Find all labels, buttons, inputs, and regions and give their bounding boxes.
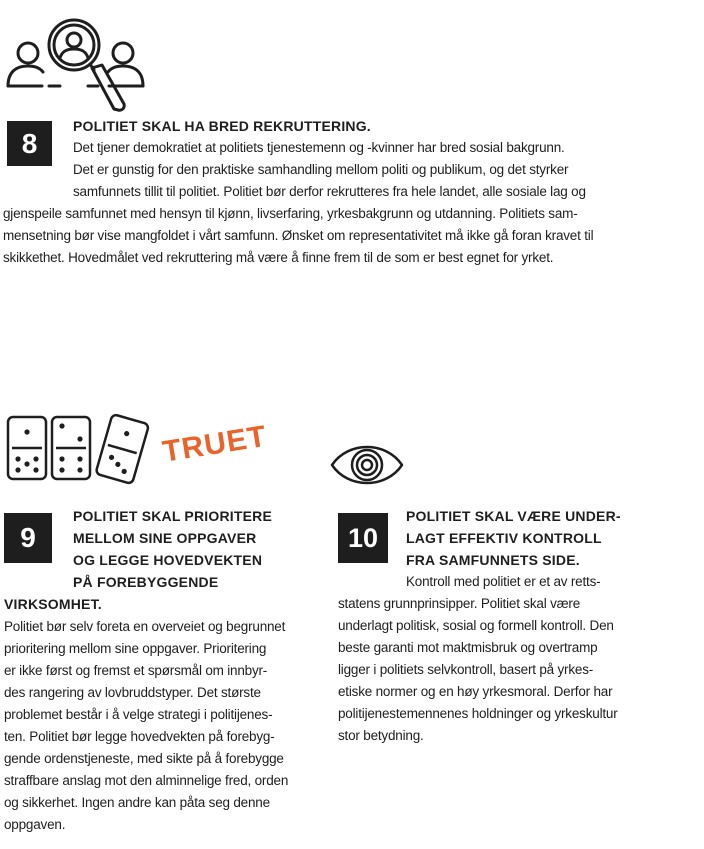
body-text-line: skikkethet. Hovedmålet ved rekruttering må være å finne frem til de som er best egnet for yrket. <box>3 250 554 265</box>
section-heading-line: PÅ FOREBYGGENDE <box>73 574 219 590</box>
section-number-badge: 9 <box>4 513 52 563</box>
people-magnifier-icon <box>2 8 150 116</box>
section-heading-line: MELLOM SINE OPPGAVER <box>73 530 257 546</box>
body-text-line: Politiet bør selv foreta en overveiet og begrunnet <box>4 619 286 634</box>
body-text-line: statens grunnprinsipper. Politiet skal være <box>338 596 581 611</box>
threatened-stamp: TRUET <box>160 419 270 469</box>
body-text-line: prioritering mellom sine oppgaver. Prioritering <box>4 641 267 656</box>
body-text-line: etiske normer og en høy yrkesmoral. Derfor har <box>338 684 613 699</box>
section-heading-line: POLITIET SKAL VÆRE UNDER- <box>406 508 621 524</box>
body-text-line: beste garanti mot maktmisbruk og overtramp <box>338 640 598 655</box>
body-text-line: Det er gunstig for den praktiske samhandling mellom politi og publikum, og det styrker <box>73 162 569 177</box>
body-text-line: ligger i politiets selvkontroll, basert på yrkes- <box>338 662 594 677</box>
body-text-line: underlagt politisk, sosial og formell kontroll. Den <box>338 618 614 633</box>
body-text-line: og sikkerhet. Ingen andre kan påta seg denne <box>4 795 270 810</box>
body-text-line: Kontroll med politiet er et av retts- <box>406 574 601 589</box>
body-text-line: gjenspeile samfunnet med hensyn til kjønn, livserfaring, yrkesbakgrunn og utdanning. Politiets sam- <box>3 206 578 221</box>
eye-icon <box>328 437 406 493</box>
section-heading-line: LAGT EFFEKTIV KONTROLL <box>406 530 602 546</box>
body-text-line: samfunnets tillit til politiet. Politiet bør derfor rekrutteres fra hele landet, alle sosiale lag og <box>73 184 586 199</box>
body-text-line: er ikke først og fremst et spørsmål om innbyr- <box>4 663 268 678</box>
section-heading-line: FRA SAMFUNNETS SIDE. <box>406 552 580 568</box>
body-text-line: ten. Politiet bør legge hovedvekten på forebyg- <box>4 729 275 744</box>
section-number-badge: 10 <box>338 513 388 563</box>
dominoes-icon <box>4 410 154 488</box>
section-heading-line: VIRKSOMHET. <box>4 596 102 612</box>
body-text-line: stor betydning. <box>338 728 424 743</box>
body-text-line: mensetning bør vise mangfoldet i vårt samfunn. Ønsket om representativitet må ikke gå foran kravet til <box>3 228 594 243</box>
section-heading-line: OG LEGGE HOVEDVEKTEN <box>73 552 263 568</box>
section-heading-line: POLITIET SKAL PRIORITERE <box>73 508 273 524</box>
body-text-line: Det tjener demokratiet at politiets tjenestemenn og -kvinner har bred sosial bakgrunn. <box>73 140 565 155</box>
body-text-line: politijenestemennenes holdninger og yrkeskultur <box>338 706 618 721</box>
body-text-line: des rangering av lovbruddstyper. Det største <box>4 685 261 700</box>
body-text-line: problemet består i å velge strategi i politijenes- <box>4 707 273 722</box>
body-text-line: straffbare anslag mot den alminnelige fred, orden <box>4 773 289 788</box>
body-text-line: gende ordenstjeneste, med sikte på å forebygge <box>4 751 284 766</box>
section-heading: POLITIET SKAL HA BRED REKRUTTERING. <box>73 118 371 134</box>
section-number-badge: 8 <box>7 121 52 166</box>
body-text-line: oppgaven. <box>4 817 66 832</box>
